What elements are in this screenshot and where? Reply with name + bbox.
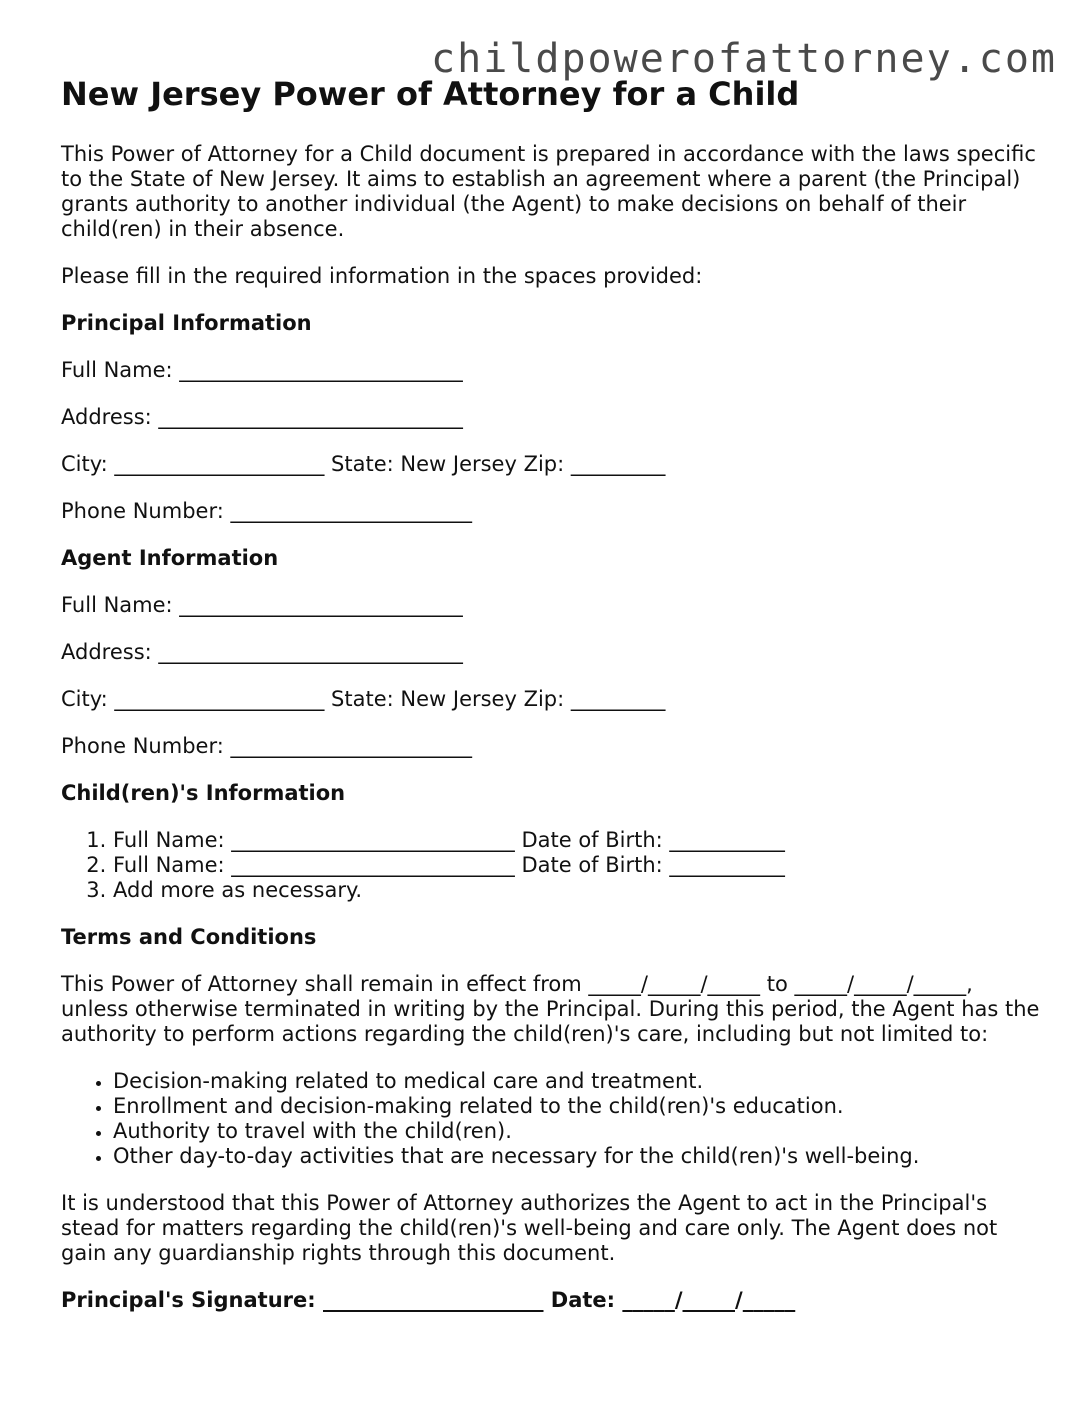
agent-city-state-zip-field: City: ____________________ State: New Jersey Zip: _________ [61, 687, 666, 711]
children-section-heading: Child(ren)'s Information [61, 781, 346, 805]
document-title: New Jersey Power of Attorney for a Child [61, 75, 800, 113]
children-list [61, 828, 1041, 903]
authority-item-medical: • Decision-making related to medical care and treatment. [113, 1069, 1041, 1094]
principal-phone-field: Phone Number: _______________________ [61, 499, 472, 523]
terms-closing-paragraph: It is understood that this Power of Attorney authorizes the Agent to act in the Principal's stead for matters regarding the child(ren)'s well-being and care only. The Agent does not gain any guardianship rights through this document. [61, 1191, 998, 1265]
principal-address-field: Address: _____________________________ [61, 405, 463, 429]
instruction-text: Please fill in the required information in the spaces provided: [61, 264, 703, 288]
site-watermark: childpowerofattorney.com [431, 36, 1057, 82]
intro-paragraph: This Power of Attorney for a Child document is prepared in accordance with the laws specific to the State of New Jersey. It aims to establish an agreement where a parent (the Principal) grants authority to another individual (the Agent) to make decisions on behalf of their child(ren) in their absence. [61, 142, 1036, 241]
authority-item-daily: • Other day-to-day activities that are necessary for the child(ren)'s well-being. [113, 1144, 1041, 1169]
authority-list [61, 1069, 1041, 1169]
agent-full-name-field: Full Name: ___________________________ [61, 593, 463, 617]
terms-paragraph: This Power of Attorney shall remain in effect from _____/_____/_____ to _____/_____/_____, unless otherwise terminated in writing by the Principal. During this period, the Agent has the authority to perform actions regarding the child(ren)'s care, including but not limited to: [61, 972, 1040, 1046]
authority-item-education: • Enrollment and decision-making related to the child(ren)'s education. [113, 1094, 1041, 1119]
principal-section-heading: Principal Information [61, 311, 312, 335]
agent-section-heading: Agent Information [61, 546, 279, 570]
principal-signature-line: Principal's Signature: _____________________ Date: _____/_____/_____ [61, 1288, 796, 1312]
authority-item-travel: • Authority to travel with the child(ren). [113, 1119, 1041, 1144]
child-entry-1: 1. Full Name: ___________________________ Date of Birth: ___________ [113, 828, 1041, 853]
agent-address-field: Address: _____________________________ [61, 640, 463, 664]
principal-full-name-field: Full Name: ___________________________ [61, 358, 463, 382]
agent-phone-field: Phone Number: _______________________ [61, 734, 472, 758]
document-page [61, 72, 1041, 1335]
terms-section-heading: Terms and Conditions [61, 925, 317, 949]
principal-city-state-zip-field: City: ____________________ State: New Jersey Zip: _________ [61, 452, 666, 476]
child-entry-more: 3. Add more as necessary. [113, 878, 1041, 903]
child-entry-2: 2. Full Name: ___________________________ Date of Birth: ___________ [113, 853, 1041, 878]
